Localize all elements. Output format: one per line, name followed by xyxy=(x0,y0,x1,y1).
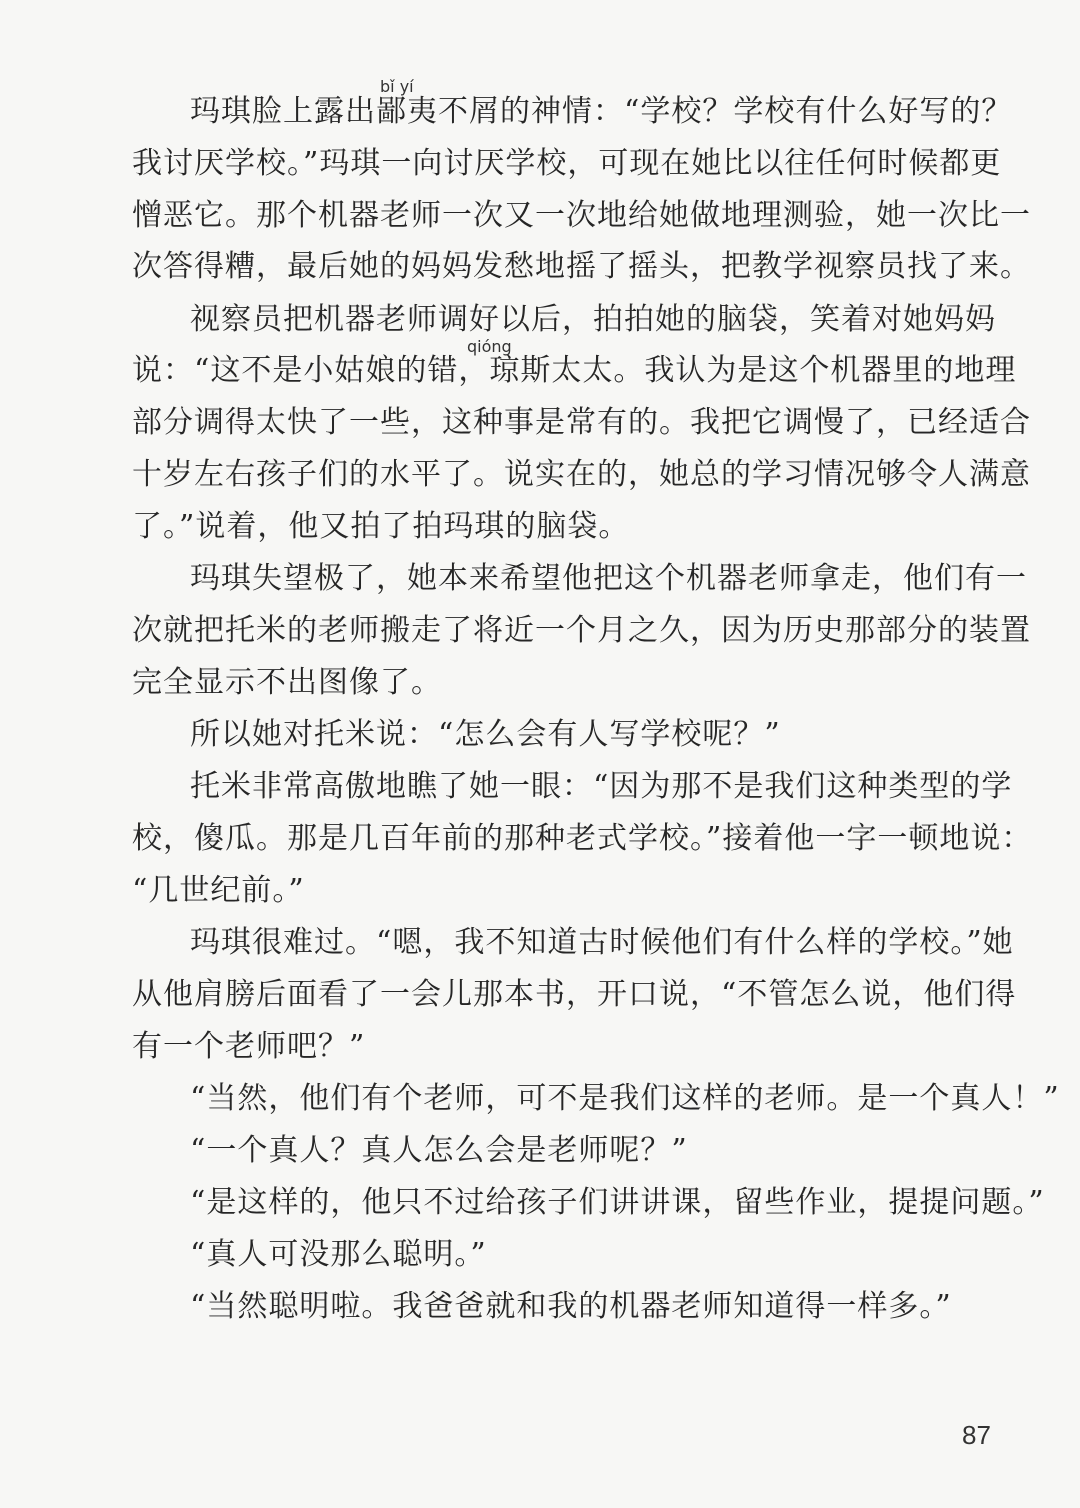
text-line: 玛琪脸上露出鄙夷不屑的神情：“学校？学校有什么好写的？ xyxy=(190,94,1013,129)
text-line: 视察员把机器老师调好以后，拍拍她的脑袋，笑着对她妈妈 xyxy=(190,302,996,337)
text-line: 托米非常高傲地瞧了她一眼：“因为那不是我们这种类型的学 xyxy=(190,769,1013,804)
text-line: 次答得糟，最后她的妈妈发愁地摇了摇头，把教学视察员找了来。 xyxy=(132,249,1031,284)
text-line: “几世纪前。” xyxy=(132,873,305,908)
text-line: “是这样的，他只不过给孩子们讲讲课，留些作业，提提问题。” xyxy=(190,1185,1045,1220)
text-line: 玛琪失望极了，她本来希望他把这个机器老师拿走，他们有一 xyxy=(190,561,1027,596)
text-line: 十岁左右孩子们的水平了。说实在的，她总的学习情况够令人满意 xyxy=(132,457,1031,492)
text-line: 从他肩膀后面看了一会儿那本书，开口说，“不管怎么说，他们得 xyxy=(132,977,1017,1012)
text-line: “当然聪明啦。我爸爸就和我的机器老师知道得一样多。” xyxy=(190,1289,952,1324)
text-line: 玛琪很难过。“嗯，我不知道古时候他们有什么样的学校。”她 xyxy=(190,925,1014,960)
text-line: 所以她对托米说：“怎么会有人写学校呢？” xyxy=(190,717,781,752)
text-line: 有一个老师吧？” xyxy=(132,1029,366,1064)
ruby-annotation-biyi: bǐ yí xyxy=(380,77,414,96)
ruby-annotation-qiong: qióng xyxy=(467,337,512,356)
text-line: 校，傻瓜。那是几百年前的那种老式学校。”接着他一字一顿地说： xyxy=(132,821,1033,856)
text-line: 完全显示不出图像了。 xyxy=(132,665,442,700)
text-line: “真人可没那么聪明。” xyxy=(190,1237,487,1272)
text-line: “一个真人？真人怎么会是老师呢？” xyxy=(190,1133,688,1168)
text-line: 憎恶它。那个机器老师一次又一次地给她做地理测验，她一次比一 xyxy=(132,198,1031,233)
text-line: 次就把托米的老师搬走了将近一个月之久，因为历史那部分的装置 xyxy=(132,613,1031,648)
text-line: 部分调得太快了一些，这种事是常有的。我把它调慢了，已经适合 xyxy=(132,405,1031,440)
text-line: “当然，他们有个老师，可不是我们这样的老师。是一个真人！” xyxy=(190,1081,1060,1116)
page-number: 87 xyxy=(962,1420,991,1450)
text-line: 了。”说着，他又拍了拍玛琪的脑袋。 xyxy=(132,509,630,544)
text-line: 说：“这不是小姑娘的错，琼斯太太。我认为是这个机器里的地理 xyxy=(132,353,1017,388)
text-line: 我讨厌学校。”玛琪一向讨厌学校，可现在她比以往任何时候都更 xyxy=(132,146,1002,181)
